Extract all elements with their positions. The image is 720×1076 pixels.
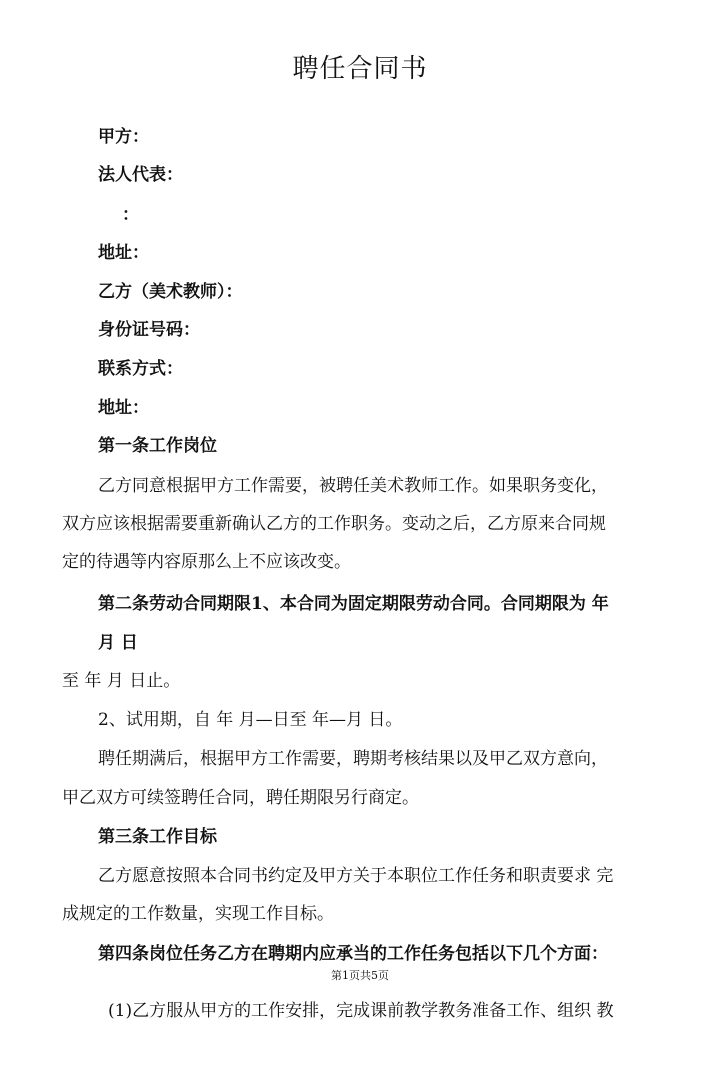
article-2-line-2: 甲乙双方可续签聘任合同，聘任期限另行商定。 — [62, 788, 419, 808]
party-a-address-field: 地址： — [98, 243, 149, 263]
article-4-heading: 第四条岗位任务乙方在聘期内应承当的工作任务包括以下几个方面： — [98, 944, 608, 964]
article-2-line-1: 聘任期满后，根据甲方工作需要，聘期考核结果以及甲乙双方意向， — [98, 749, 608, 769]
blank-colon-field: ： — [122, 205, 139, 225]
party-b-field: 乙方（美术教师）： — [98, 282, 243, 302]
article-2-term-end: 至 年 月 日止。 — [62, 671, 181, 691]
article-1-line-2: 双方应该根据需要重新确认乙方的工作职务。变动之后，乙方原来合同规 — [62, 514, 606, 534]
article-2-probation: 2、试用期，自 年 月—日至 年—月 日。 — [98, 710, 403, 730]
contact-field: 联系方式： — [98, 359, 183, 379]
legal-representative-field: 法人代表： — [98, 165, 183, 185]
page-number-footer: 第1页共5页 — [331, 969, 389, 982]
article-3-heading: 第三条工作目标 — [98, 827, 217, 847]
id-number-field: 身份证号码： — [98, 320, 200, 340]
party-b-address-field: 地址： — [98, 398, 149, 418]
article-2-heading: 第二条劳动合同期限1、本合同为固定期限劳动合同。合同期限为 年 — [98, 594, 609, 614]
article-1-heading: 第一条工作岗位 — [98, 436, 217, 456]
article-3-line-2: 成规定的工作数量，实现工作目标。 — [62, 904, 334, 924]
article-3-line-1: 乙方愿意按照本合同书约定及甲方关于本职位工作任务和职责要求 完 — [98, 866, 614, 886]
article-1-line-3: 定的待遇等内容原那么上不应该改变。 — [62, 552, 351, 572]
article-4-item-1: (1)乙方服从甲方的工作安排，完成课前教学教务准备工作、组织 教 — [108, 1001, 614, 1021]
document-title: 聘任合同书 — [292, 54, 428, 84]
party-a-field: 甲方： — [98, 127, 149, 147]
article-2-heading-continued: 月 日 — [98, 633, 138, 653]
article-1-line-1: 乙方同意根据甲方工作需要，被聘任美术教师工作。如果职务变化， — [98, 476, 608, 496]
